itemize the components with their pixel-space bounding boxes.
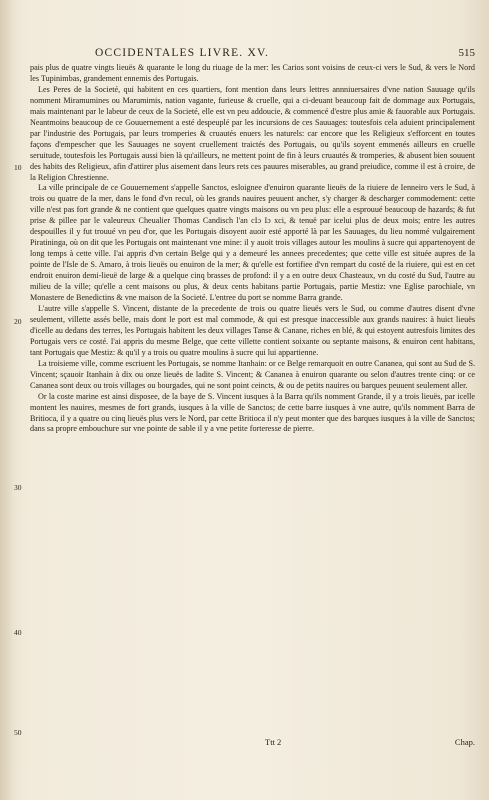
paragraph: pais plus de quatre vingts lieuës & quarante le long du riuage de la mer: les Carios sont voisins de ceux-ci vers le Sud, & vers le Nord les Tupinimbas, grandement ennemis des Portugais. xyxy=(30,63,475,83)
running-header xyxy=(95,47,475,63)
line-number-20: 20 xyxy=(14,317,22,326)
page-number: 515 xyxy=(458,47,475,59)
page-gutter-shadow xyxy=(0,0,14,800)
paragraph: Les Peres de la Societé, qui habitent en ces quartiers, font mention dans leurs lettres annniuersaires d'vne nation Sauuage qu'ils nomment Miramumines ou Marumimis, nation vagante, furieuse & cruelle, qui a ci-deuant beaucoup fait de dommage aux Portugais, mais maintenant par le labeur de ceux de la Societé, elle est vn peu addoucie, & commencé d'estre plus amie & fauorable aux Portugais. Neantmoins beaucoup de ce Gouuernement a esté despeuplé par les incursions de ces Sauuages: toutesfois cela aduient principalement par l'industrie des Portugais, par leurs tromperies & cruautés enuers les naturels: car encore que les Religieux s'efforcent en toutes façons d'empescher que les Sauuages ne soyent cruellement traictés des Portugais, ou qu'ils soyent emmenés ailleurs en cruelle seruitude, toutesfois les Portugais aussi bien là qu'ailleurs, ne mettent point de fin à leurs cruautés & tromperies, & abusent bien souuent des habits des Religieux, afin d'attirer plus aisement dans leurs rets ces pauures miserables, au grand preiudice, comme il est à croire, de la Religion Chrestienne. xyxy=(30,84,475,182)
paragraph: Or la coste marine est ainsi disposee, de la baye de S. Vincent iusques à la Barra qu'ils nomment Grande, il y a trois lieuës, par icelle montent les nauires, mesmes de fort grands, iusques à la ville de Sanctos; de cette barre iusques à vne autre, qu'ils nomment Barra de Britioca, il y a quatre ou cinq lieuës plus vers le Nord, par cette Britioca il n'y peut monter que des barques iusques à la ville de Sanctos; dans sa propre embouchure sur vne pointe de sable il y a vne petite forteresse de pierre. xyxy=(30,391,475,434)
line-number-10: 10 xyxy=(14,163,22,172)
running-title: OCCIDENTALES LIVRE. XV. xyxy=(95,47,270,59)
body-text xyxy=(14,63,475,737)
line-number-50: 50 xyxy=(14,728,22,737)
paragraph: L'autre ville s'appelle S. Vincent, distante de la precedente de trois ou quatre lieuës vers le Sud, ou comme d'autres disent d'vne seulement, villette assés belle, mais dont le port est mal commode, & qui est presque inaccessible aux grands nauires: à huict lieuës d'icelle au dedans des terres, les Portugais habitent les deux villages Tanse & Canane, riches en blé, & qui estoyent autresfois limites des Portugais vers ce costé. I'ai appris du mesme Belge, que cette villette contient soixante ou septante maisons, & enuiron cent habitans, tant Portugais que Mestiz: & qu'il y a trois ou quatre moulins à sucre qui lui appartienne. xyxy=(30,303,475,357)
catchword: Chap. xyxy=(454,737,475,747)
page-footer xyxy=(30,737,475,751)
paragraph: La troisieme ville, comme escriuent les Portugais, se nomme Itanhain: or ce Belge remarquoit en outre Cananea, qui sont au Sud de S. Vincent; sçauoir Itanhain à dix ou onze lieuës de ladite S. Vincent; & Cananea à enuiron quarante ou selon d'autres trente cinq: or ce Cananea sont deux ou trois villages ou bourgades, qui ne sont point ceincts, & ou de petits nauires ou barques peuuent seulement aller. xyxy=(30,358,475,390)
paragraph: La ville principale de ce Gouuernement s'appelle Sanctos, esloignee d'enuiron quarante lieuës de la riuiere de Ienneiro vers le Sud, à trois ou quatre de la mer, dans le fond d'vn recul, où les grands nauires peuuent ancher, s'y charger & descharger commodement: cette ville n'est pas fort grande & ne contient que quelques quatre vingts maisons ou vn peu plus: elle a esprouué beaucoup de hazards; & fut prise & pillee par le valeureux Cheualier Thomas Candisch l'an cIɔ Iɔ xci, & tenuë par icelui plus de deux mois; entre les autres despouilles il y fut trouué vn peu d'or, que les Portugais disoyent auoir esté apporté là par les Sauuages, du lieu nommé vulgairement Piratininga, où on dit que les Portugais ont maintenant vne mine: il y auoit trois villages autour les moulins à sucre qui appartenoyent de long temps à cette ville. I'ai appris d'vn certain Belge qui y a demeuré les annees precedentes; que cette ville est située aupres de la pointe de l'Isle de S. Amaro, à trois lieuës ou enuiron de la mer; & qu'elle est fortifiee d'vn rempart du costé de la riuiere, qui est en cet endroit enuiron demi-lieuë de large & a quelque cinq brasses de profond: il y a en outre deux Chasteaux, vn du costé du Sud, l'autre au milieu de la ville; qu'elle a cent maisons ou plus, & deux cents habitans partie Portugais, partie Mestiz: vne Eglise parochiale, vn Monastere de Benedictins & vne maison de la Societé. L'entree du port se nomme Barra grande. xyxy=(30,183,475,303)
signature-mark: Ttt 2 xyxy=(265,737,282,747)
line-number-30: 30 xyxy=(14,483,22,492)
line-number-40: 40 xyxy=(14,628,22,637)
